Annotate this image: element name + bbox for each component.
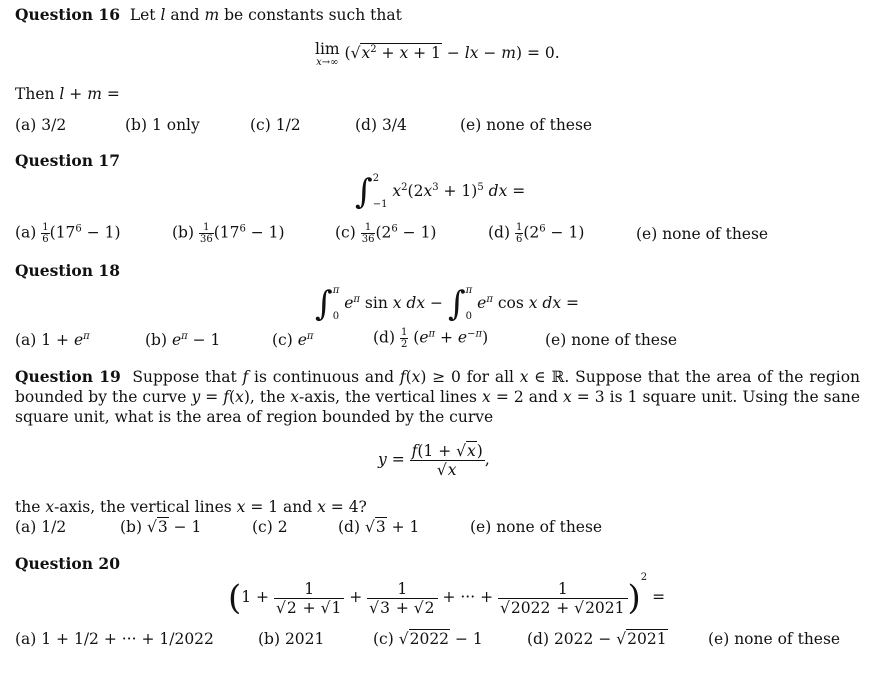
q17-option-c[interactable]: (c) $\frac{1}{36}$ $(2^6 - 1)$ <box>335 222 437 245</box>
q19-after: the x-axis, the vertical lines x = 1 and x = 4? <box>15 498 367 516</box>
q20-option-e[interactable]: (e) none of these <box>708 630 841 648</box>
q19-option-e[interactable]: (e) none of these <box>470 518 603 536</box>
q19-option-a[interactable]: (a) 1/2 <box>15 518 67 536</box>
q16-option-e[interactable]: (e) none of these <box>460 116 593 134</box>
q18-label: Question 18 <box>15 261 120 280</box>
q17-equation: ∫ 2 −1 $x^2(2x^3 + 1)^5$ dx = <box>355 172 526 212</box>
q17-option-a[interactable]: (a) $\frac{1}{6}$ $(17^6 - 1)$ <box>15 222 121 245</box>
q19-option-c[interactable]: (c) 2 <box>252 518 288 536</box>
q16-option-c[interactable]: (c) 1/2 <box>250 116 301 134</box>
q16-heading <box>15 5 402 24</box>
q18-equation: ∫ π 0 $e^\pi$ sin x dx − ∫ π 0 $e^\pi$ cos x dx = <box>315 284 580 324</box>
q17-option-e[interactable]: (e) none of these <box>636 225 769 243</box>
q18-option-a[interactable]: (a) $1 + e^\pi$ <box>15 331 90 350</box>
q20-label: Question 20 <box>15 554 120 573</box>
q16-then: Then l + m = <box>15 85 120 103</box>
q16-stem: Let l and m be constants such that <box>129 6 402 24</box>
q20-option-a[interactable]: (a) 1 + 1/2 + ··· + 1/2022 <box>15 630 214 648</box>
q18-option-b[interactable]: (b) $e^\pi - 1$ <box>145 331 221 350</box>
q17-option-d[interactable]: (d) $\frac{1}{6}$ $(2^6 - 1)$ <box>488 222 585 245</box>
q20-option-c[interactable]: (c) √2022 − 1 <box>373 630 483 648</box>
q18-option-c[interactable]: (c) $e^\pi$ <box>272 331 314 350</box>
q19-label: Question 19 <box>15 367 121 386</box>
q20-equation: (1 + $\frac{1}{√2 + √1}$ + $\frac{1}{√3 + √2}$ + ··· + $\frac{1}{√2022 + √2021}$ )$^2$ = <box>228 572 666 618</box>
q18-option-d[interactable]: (d) $\frac{1}{2}$ $(e^\pi + e^{-\pi})$ <box>373 327 489 350</box>
q16-label: Question 16 <box>15 5 120 24</box>
q16-option-a[interactable]: (a) 3/2 <box>15 116 67 134</box>
q19-equation: y = $\frac{f(1 + √x)}{√x}$ , <box>378 442 490 479</box>
q16-equation: lim x→∞ ($√x^2 + x + 1$ − lx − m) = 0. <box>315 40 560 68</box>
q16-option-b[interactable]: (b) 1 only <box>125 116 200 134</box>
q17-label: Question 17 <box>15 151 120 170</box>
q16-option-d[interactable]: (d) 3/4 <box>355 116 407 134</box>
q17-option-b[interactable]: (b) $\frac{1}{36}$ $(17^6 - 1)$ <box>172 222 285 245</box>
q18-option-e[interactable]: (e) none of these <box>545 331 678 349</box>
q20-option-b[interactable]: (b) 2021 <box>258 630 325 648</box>
q19-option-d[interactable]: (d) √3 + 1 <box>338 518 420 536</box>
q19-paragraph <box>15 367 860 427</box>
q19-stem: Suppose that f is continuous and f(x) ≥ 0 for all x ∈ ℝ. Suppose that the area of the region bounded by the curve y = f(x), the x-axis, the vertical lines x = 2 and x = 3 is 1 square unit. Using the sane square unit, what is the area of region bounded by the curve <box>15 368 861 426</box>
q19-option-b[interactable]: (b) √3 − 1 <box>120 518 202 536</box>
q20-option-d[interactable]: (d) 2022 − √2021 <box>527 630 667 648</box>
